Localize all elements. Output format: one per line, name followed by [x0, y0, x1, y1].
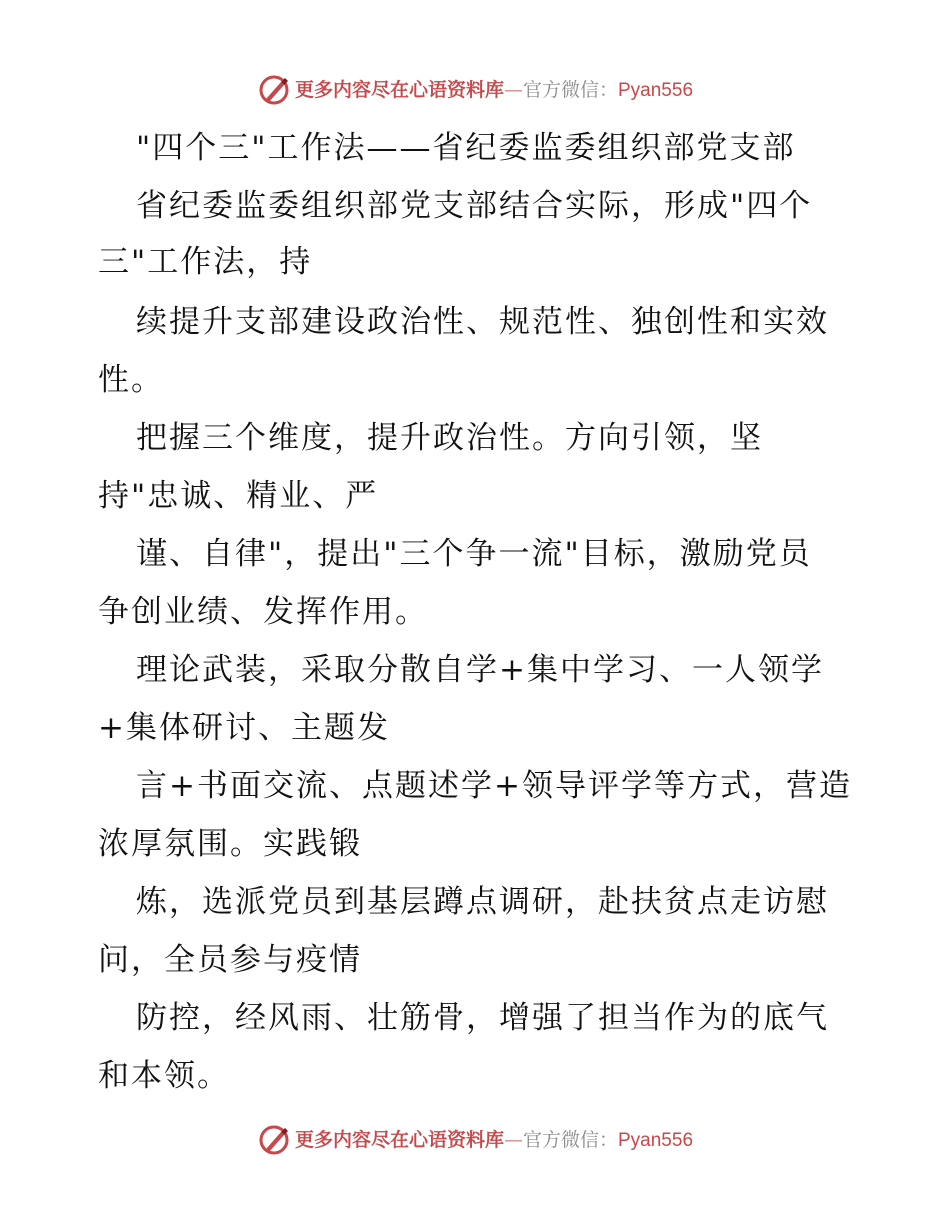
watermark-wechat-label: 官方微信：: [522, 1128, 618, 1151]
paragraph-line: 理论武装，采取分散自学+集中学习、一人领学: [136, 652, 824, 688]
watermark-wechat-id: Pyan556: [618, 1129, 694, 1151]
paragraph-line: 浓厚氛围。实践锻: [98, 826, 362, 862]
footer-watermark: [0, 1120, 950, 1160]
paragraph-line: 续提升支部建设政治性、规范性、独创性和实效: [136, 304, 829, 340]
watermark-site-text: 更多内容尽在心语资料库: [294, 1128, 504, 1151]
document-title: "四个三"工作法——省纪委监委组织部党支部: [136, 130, 796, 166]
paragraph-line: 和本领。: [98, 1058, 230, 1094]
pen-logo-icon: [257, 73, 291, 107]
watermark-wechat-label: 官方微信：: [522, 78, 618, 101]
paragraph-line: 防控，经风雨、壮筋骨，增强了担当作为的底气: [136, 1000, 829, 1036]
watermark-dash: —: [503, 78, 523, 101]
paragraph-line: +集体研讨、主题发: [98, 710, 390, 746]
watermark-site-text: 更多内容尽在心语资料库: [294, 78, 504, 101]
watermark-dash: —: [503, 1128, 523, 1151]
paragraph-line: 三"工作法，持: [98, 244, 313, 280]
paragraph-line: 炼，选派党员到基层蹲点调研，赴扶贫点走访慰: [136, 884, 829, 920]
watermark-wechat-id: Pyan556: [618, 79, 694, 101]
pen-logo-icon: [257, 1123, 291, 1157]
header-watermark: [0, 70, 950, 110]
paragraph-line: 持"忠诚、精业、严: [98, 478, 379, 514]
paragraph-line: 言+书面交流、点题述学+领导评学等方式，营造: [136, 768, 852, 804]
paragraph-line: 性。: [98, 362, 164, 398]
paragraph-line: 争创业绩、发挥作用。: [98, 594, 428, 630]
paragraph-line: 省纪委监委组织部党支部结合实际，形成"四个: [136, 188, 813, 224]
paragraph-line: 问，全员参与疫情: [98, 942, 362, 978]
paragraph-line: 谨、自律"，提出"三个争一流"目标，激励党员: [136, 536, 812, 572]
paragraph-line: 把握三个维度，提升政治性。方向引领，坚: [136, 420, 763, 456]
